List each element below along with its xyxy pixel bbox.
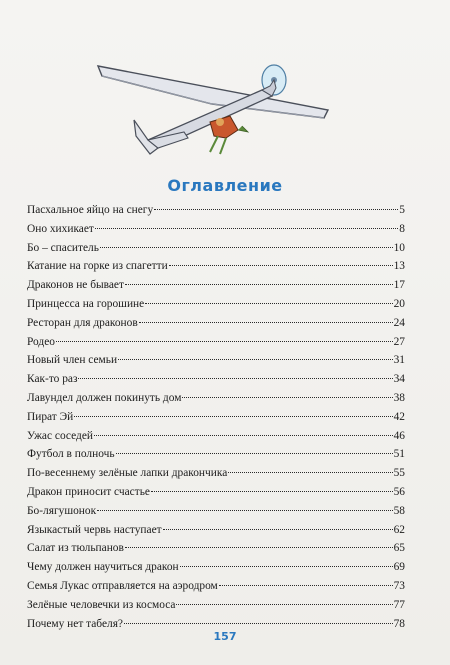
dot-leader xyxy=(154,209,398,210)
toc-entry-page: 51 xyxy=(393,448,405,461)
toc-entry xyxy=(27,373,405,392)
dot-leader xyxy=(145,303,392,304)
toc-entry-title: Принцесса на горошине xyxy=(27,297,145,310)
toc-entry-page: 56 xyxy=(393,485,405,498)
toc-entry-page: 73 xyxy=(393,579,405,592)
toc-entry xyxy=(27,524,405,543)
dot-leader xyxy=(56,341,393,342)
toc-entry-page: 8 xyxy=(399,222,405,235)
dot-leader xyxy=(163,529,393,530)
toc-entry-title: Бо – спаситель xyxy=(27,241,99,254)
toc-entry-page: 46 xyxy=(393,429,405,442)
dot-leader xyxy=(116,453,393,454)
toc-entry-page: 42 xyxy=(393,410,405,423)
toc-entry-page: 58 xyxy=(393,504,405,517)
toc-entry-page: 55 xyxy=(393,467,405,480)
toc-entry-title: Почему нет табеля? xyxy=(27,617,123,630)
toc-entry xyxy=(27,430,405,449)
toc-entry xyxy=(27,448,405,467)
dot-leader xyxy=(74,416,392,417)
toc-entry-title: Новый член семьи xyxy=(27,354,118,367)
toc-entry-title: Драконов не бывает xyxy=(27,279,124,292)
dot-leader xyxy=(176,604,392,605)
dot-leader xyxy=(94,435,393,436)
page-title: Оглавление xyxy=(167,176,283,195)
dot-leader xyxy=(125,284,393,285)
toc-entry-page: 24 xyxy=(393,316,405,329)
dot-leader xyxy=(118,359,393,360)
toc-entry xyxy=(27,298,405,317)
toc-entry-page: 31 xyxy=(393,354,405,367)
toc-entry xyxy=(27,411,405,430)
toc-entry-title: Катание на горке из спагетти xyxy=(27,260,168,273)
dot-leader xyxy=(180,566,393,567)
toc-entry-title: Семья Лукас отправляется на аэродром xyxy=(27,579,218,592)
toc-entry-title: Пират Эй xyxy=(27,410,74,423)
toc-entry xyxy=(27,317,405,336)
toc-entry xyxy=(27,336,405,355)
toc-entry-page: 20 xyxy=(393,297,405,310)
dot-leader xyxy=(100,247,393,248)
toc-entry xyxy=(27,580,405,599)
dot-leader xyxy=(139,322,393,323)
toc-entry-title: Салат из тюльпанов xyxy=(27,542,124,555)
toc-entry xyxy=(27,242,405,261)
dot-leader xyxy=(124,623,393,624)
dot-leader xyxy=(169,265,393,266)
toc-entry-page: 10 xyxy=(393,241,405,254)
toc-entry-page: 17 xyxy=(393,279,405,292)
dot-leader xyxy=(228,472,392,473)
toc-entry-title: Чему должен научиться дракон xyxy=(27,561,179,574)
toc-entry-title: Языкастый червь наступает xyxy=(27,523,162,536)
toc-entry-title: Как-то раз xyxy=(27,373,78,386)
toc-entry xyxy=(27,223,405,242)
dot-leader xyxy=(95,228,398,229)
toc-entry xyxy=(27,354,405,373)
dot-leader xyxy=(182,397,392,398)
toc-entry xyxy=(27,467,405,486)
toc-entry xyxy=(27,279,405,298)
toc-entry-title: Оно хихикает xyxy=(27,222,94,235)
dot-leader xyxy=(78,378,392,379)
toc-entry-page: 78 xyxy=(393,617,405,630)
dot-leader xyxy=(97,510,392,511)
toc-entry xyxy=(27,204,405,223)
toc-entry-page: 62 xyxy=(393,523,405,536)
toc-entry-page: 13 xyxy=(393,260,405,273)
toc-entry-page: 5 xyxy=(399,204,405,216)
toc-entry-title: Родео xyxy=(27,335,55,348)
toc-entry-page: 27 xyxy=(393,335,405,348)
toc-entry-title: По-весеннему зелёные лапки дракончика xyxy=(27,467,228,480)
toc-entry-title: Пасхальное яйцо на снегу xyxy=(27,204,154,216)
toc-entry xyxy=(27,392,405,411)
toc-entry-page: 77 xyxy=(393,598,405,611)
toc-entry-page: 69 xyxy=(393,561,405,574)
toc-entry-page: 34 xyxy=(393,373,405,386)
toc-entry xyxy=(27,542,405,561)
toc-entry xyxy=(27,561,405,580)
toc-entry-title: Лавундел должен покинуть дом xyxy=(27,391,182,404)
toc-entry-title: Ресторан для драконов xyxy=(27,316,138,329)
dot-leader xyxy=(151,491,393,492)
toc-entry-title: Дракон приносит счастье xyxy=(27,485,150,498)
toc-entry xyxy=(27,505,405,524)
toc-entry-page: 65 xyxy=(393,542,405,555)
toc-entry-title: Футбол в полночь xyxy=(27,448,115,461)
toc-entry xyxy=(27,486,405,505)
toc-entry-title: Ужас соседей xyxy=(27,429,93,442)
dot-leader xyxy=(219,585,393,586)
toc-entry-page: 38 xyxy=(393,391,405,404)
toc-entry-title: Бо-лягушонок xyxy=(27,504,97,517)
toc-entry xyxy=(27,599,405,618)
toc-entry-title: Зелёные человечки из космоса xyxy=(27,598,176,611)
toc-entry xyxy=(27,260,405,279)
page-number: 157 xyxy=(213,630,237,643)
dot-leader xyxy=(125,547,393,548)
airplane-icon xyxy=(92,58,332,162)
table-of-contents xyxy=(27,204,405,636)
